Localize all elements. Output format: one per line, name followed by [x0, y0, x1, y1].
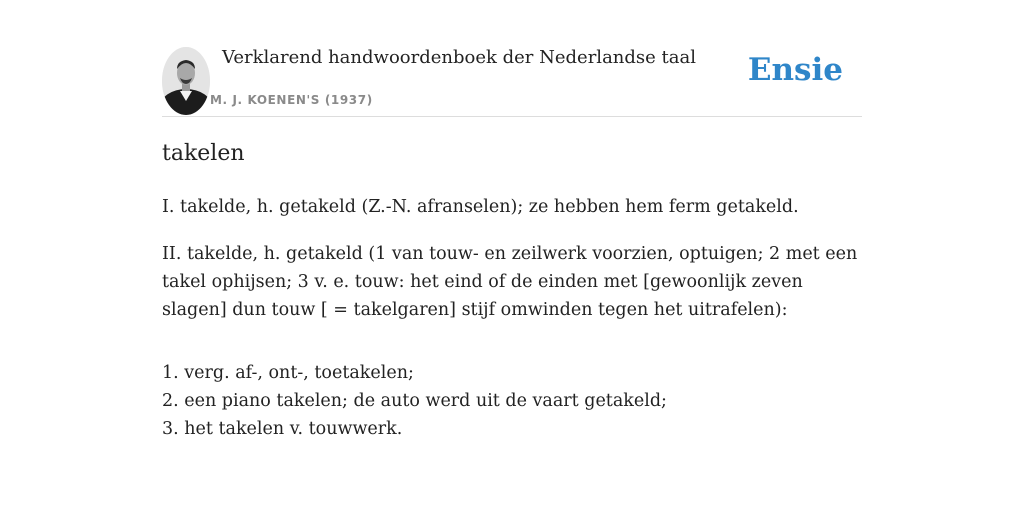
- entry-headword: takelen: [162, 141, 245, 166]
- author-portrait-icon: [162, 47, 210, 115]
- examples-list: [162, 359, 862, 443]
- example-item: 3. het takelen v. touwwerk.: [162, 419, 403, 439]
- example-item: 2. een piano takelen; de auto werd uit de vaart getakeld;: [162, 391, 667, 411]
- dictionary-header: [162, 46, 862, 117]
- ensie-logo-link[interactable]: Ensie: [747, 52, 843, 88]
- sense-1: I. takelde, h. getakeld (Z.-N. afranselen); ze hebben hem ferm getakeld.: [162, 197, 799, 217]
- example-item: 1. verg. af-, ont-, toetakelen;: [162, 363, 414, 383]
- sense-2: II. takelde, h. getakeld (1 van touw- en zeilwerk voorzien, optuigen; 2 met een takel ophijsen; 3 v. e. touw: het eind of de einden met [gewoonlijk zeven slagen] dun touw [ = takelgaren] stijf omwinden tegen het uitrafelen):: [162, 244, 858, 320]
- entry-definition: [162, 193, 862, 324]
- book-title: Verklarend handwoordenboek der Nederlandse taal: [222, 47, 696, 68]
- dictionary-entry: [162, 138, 862, 443]
- book-subtitle: M. J. KOENEN'S (1937): [210, 93, 373, 107]
